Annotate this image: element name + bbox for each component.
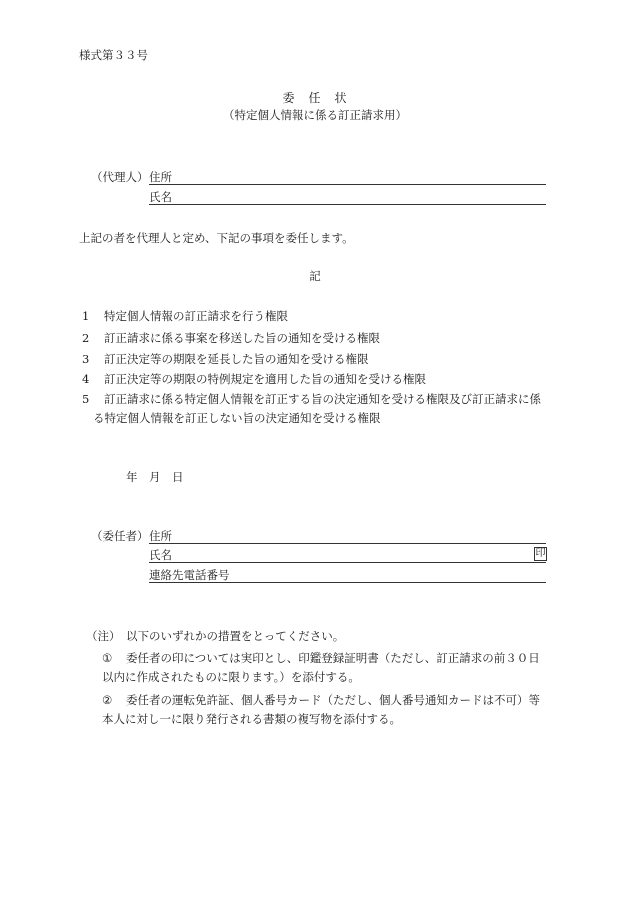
agent-label: （代理人）	[91, 170, 149, 184]
document-title: 委 任 状	[282, 91, 348, 105]
list-item-continuation: る特定個人情報を訂正しない旨の決定通知を受ける権限	[93, 411, 381, 425]
agent-address-label: 住所	[149, 170, 172, 184]
form-number: 様式第３３号	[79, 48, 148, 62]
principal-name-field[interactable]	[149, 562, 546, 563]
note1-line2: 以内に作成されたものに限ります。）を添付する。	[102, 670, 360, 684]
agent-address-field[interactable]	[149, 184, 546, 185]
notes-intro: 以下のいずれかの措置をとってください。	[126, 629, 345, 643]
principal-address-label: 住所	[149, 529, 172, 543]
principal-address-field[interactable]	[149, 543, 546, 544]
principal-label: （委任者）	[91, 529, 149, 543]
principal-phone-field[interactable]	[149, 582, 546, 583]
note2-line1: 委任者の運転免許証、個人番号カード（ただし、個人番号通知カードは不可）等	[126, 693, 540, 707]
ki-heading: 記	[309, 269, 321, 283]
note2-mark: ②	[102, 693, 113, 707]
document-subtitle: （特定個人情報に係る訂正請求用）	[223, 108, 407, 122]
notes-header: （注）	[86, 629, 121, 643]
principal-phone-label: 連絡先電話番号	[149, 568, 230, 582]
agent-name-label: 氏名	[149, 190, 172, 204]
note1-line1: 委任者の印については実印とし、印鑑登録証明書（ただし、訂正請求の前３０日	[126, 651, 540, 665]
date-line[interactable]: 年 月 日	[126, 470, 184, 484]
principal-name-label: 氏名	[149, 548, 172, 562]
intro-text: 上記の者を代理人と定め、下記の事項を委任します。	[79, 231, 354, 245]
note1-mark: ①	[102, 651, 113, 665]
seal-mark: 印	[535, 548, 546, 559]
agent-name-field[interactable]	[149, 204, 546, 205]
note2-line2: 本人に対し一に限り発行される書類の複写物を添付する。	[102, 712, 401, 726]
